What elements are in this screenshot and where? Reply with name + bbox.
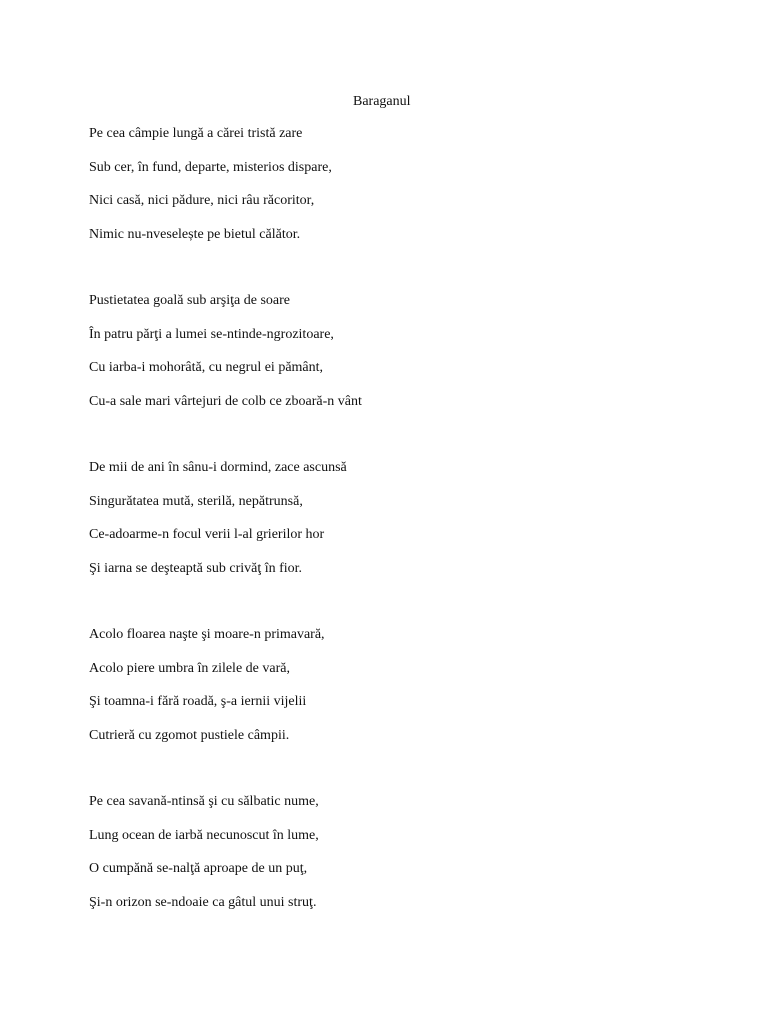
poem-line: Cu-a sale mari vârtejuri de colb ce zboară-n vânt (89, 393, 362, 409)
poem-line: Pe cea câmpie lungă a cărei tristă zare (89, 126, 303, 141)
stanza-4 (89, 626, 709, 760)
poem-line: Acolo floarea naşte şi moare-n primavară, (89, 627, 325, 642)
poem-line: Ce-adoarme-n focul verii l-al grierilor hor (89, 527, 325, 542)
poem-line: Singurătatea mută, sterilă, nepătrunsă, (89, 493, 303, 509)
stanza-1 (89, 125, 709, 259)
poem-line: Şi-n orizon se-ndoaie ca gâtul unui struţ. (89, 894, 317, 910)
poem-line: Acolo piere umbra în zilele de vară, (89, 660, 290, 676)
poem-line: Nimic nu-nveselește pe bietul călător. (89, 226, 301, 242)
poem-line: O cumpănă se-nalţă aproape de un puţ, (89, 861, 308, 876)
poem-line: Şi toamna-i fără roadă, ş-a iernii vijelii (89, 694, 307, 709)
poem-line: Pe cea savană-ntinsă şi cu sălbatic nume, (89, 794, 319, 809)
poem-line: Cu iarba-i mohorâtă, cu negrul ei pământ, (89, 360, 324, 375)
poem-line: Şi iarna se deşteaptă sub crivăţ în fior. (89, 560, 303, 576)
poem-body (89, 125, 709, 960)
stanza-5 (89, 793, 709, 927)
poem-title: Baraganul (353, 94, 411, 109)
poem-line: De mii de ani în sânu-i dormind, zace ascunsă (89, 460, 347, 475)
poem-line: Nici casă, nici pădure, nici râu răcoritor, (89, 193, 315, 208)
poem-line: Pustietatea goală sub arşiţa de soare (89, 293, 290, 308)
poem-line: Cutrieră cu zgomot pustiele câmpii. (89, 727, 290, 743)
stanza-3 (89, 459, 709, 593)
poem-line: Sub cer, în fund, departe, misterios dispare, (89, 159, 332, 175)
stanza-2 (89, 292, 709, 426)
poem-line: În patru părţi a lumei se-ntinde-ngrozitoare, (89, 326, 334, 342)
poem-line: Lung ocean de iarbă necunoscut în lume, (89, 827, 319, 843)
